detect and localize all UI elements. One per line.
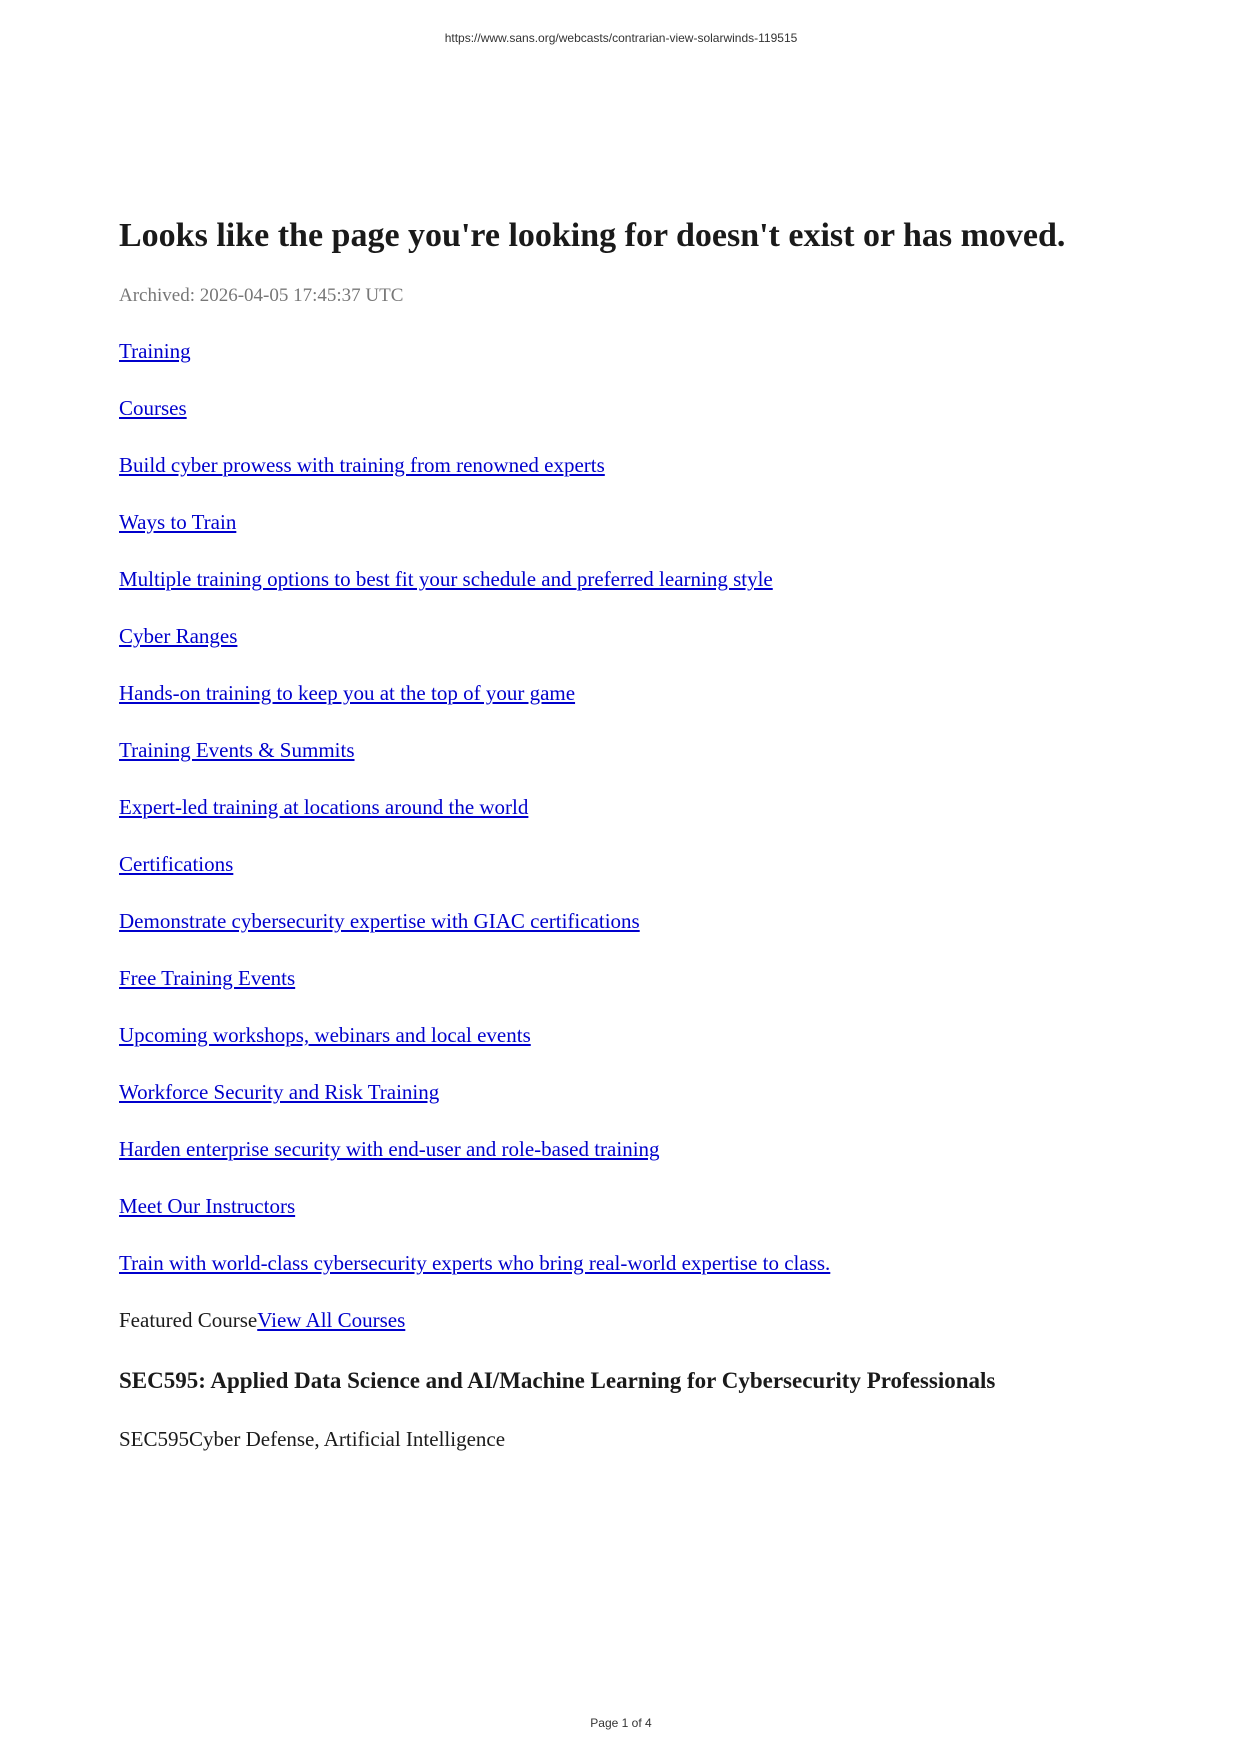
nav-link-courses-desc[interactable]: Build cyber prowess with training from renowned experts xyxy=(119,453,605,477)
list-item xyxy=(119,566,1129,623)
course-topics: Cyber Defense, Artificial Intelligence xyxy=(189,1427,506,1451)
nav-link-certifications-desc[interactable]: Demonstrate cybersecurity expertise with GIAC certifications xyxy=(119,909,640,933)
nav-link-training-events-desc[interactable]: Expert-led training at locations around the world xyxy=(119,795,529,819)
list-item xyxy=(119,509,1129,566)
nav-link-cyber-ranges[interactable]: Cyber Ranges xyxy=(119,624,238,648)
view-all-courses-link[interactable]: View All Courses xyxy=(257,1308,406,1332)
nav-link-workforce-security-desc[interactable]: Harden enterprise security with end-user and role-based training xyxy=(119,1137,660,1161)
nav-link-ways-to-train[interactable]: Ways to Train xyxy=(119,510,237,534)
list-item xyxy=(119,737,1129,794)
list-item xyxy=(119,908,1129,965)
list-item xyxy=(119,395,1129,452)
featured-course-title: SEC595: Applied Data Science and AI/Machine Learning for Cybersecurity Professionals xyxy=(119,1368,996,1393)
page-number-footer: Page 1 of 4 xyxy=(590,1716,652,1730)
nav-link-ways-to-train-desc[interactable]: Multiple training options to best fit your schedule and preferred learning style xyxy=(119,567,773,591)
nav-link-courses[interactable]: Courses xyxy=(119,396,187,420)
nav-link-workforce-security[interactable]: Workforce Security and Risk Training xyxy=(119,1080,440,1104)
featured-course-meta xyxy=(119,1426,1129,1452)
list-item xyxy=(119,338,1129,395)
nav-link-free-training-desc[interactable]: Upcoming workshops, webinars and local events xyxy=(119,1023,531,1047)
list-item xyxy=(119,1022,1129,1079)
list-item xyxy=(119,965,1129,1022)
list-item xyxy=(119,1250,1129,1307)
featured-course-row xyxy=(119,1307,1129,1333)
nav-link-instructors[interactable]: Meet Our Instructors xyxy=(119,1194,296,1218)
list-item xyxy=(119,1136,1129,1193)
nav-link-free-training[interactable]: Free Training Events xyxy=(119,966,296,990)
nav-link-training-events[interactable]: Training Events & Summits xyxy=(119,738,355,762)
page-content xyxy=(119,212,1129,1452)
print-url-header: https://www.sans.org/webcasts/contrarian-view-solarwinds-119515 xyxy=(444,31,798,45)
list-item xyxy=(119,452,1129,509)
course-code: SEC595 xyxy=(119,1427,190,1451)
nav-link-certifications[interactable]: Certifications xyxy=(119,852,234,876)
archived-timestamp: Archived: 2026-04-05 17:45:37 UTC xyxy=(119,285,404,306)
page-title: Looks like the page you're looking for doesn't exist or has moved. xyxy=(119,217,1066,254)
list-item xyxy=(119,680,1129,737)
nav-link-training[interactable]: Training xyxy=(119,339,191,363)
nav-link-instructors-desc[interactable]: Train with world-class cybersecurity experts who bring real-world expertise to class. xyxy=(119,1251,831,1275)
featured-course-label: Featured Course xyxy=(119,1308,258,1332)
nav-link-list xyxy=(119,338,1129,1307)
list-item xyxy=(119,623,1129,680)
nav-link-cyber-ranges-desc[interactable]: Hands-on training to keep you at the top of your game xyxy=(119,681,576,705)
list-item xyxy=(119,851,1129,908)
list-item xyxy=(119,1193,1129,1250)
list-item xyxy=(119,794,1129,851)
list-item xyxy=(119,1079,1129,1136)
